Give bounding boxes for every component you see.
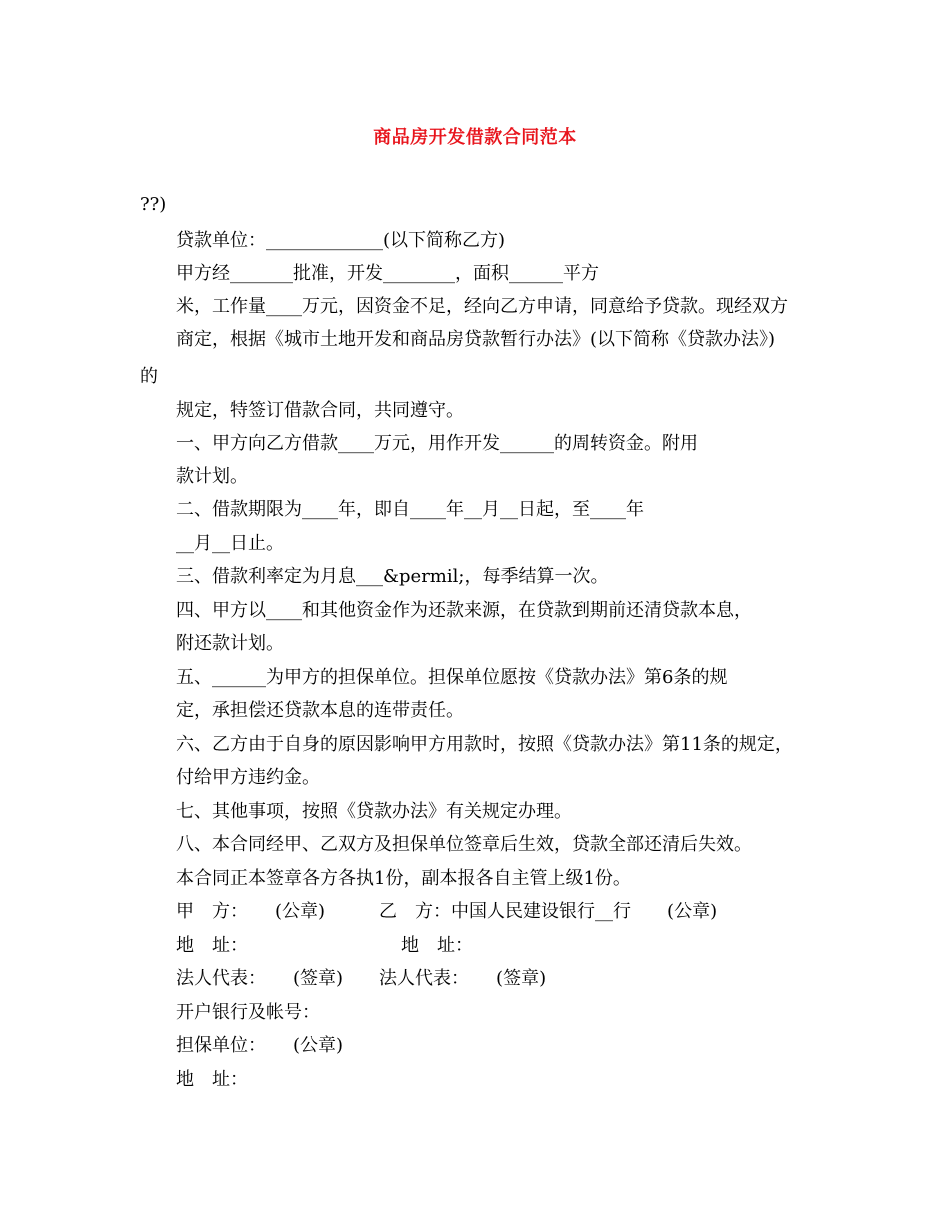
text-line: 二、借款期限为____年，即自____年__月__日起，至____年 <box>176 499 644 520</box>
text-line: 四、甲方以____和其他资金作为还款来源，在贷款到期前还清贷款本息， <box>176 600 752 621</box>
text-line: 甲方经_______批准，开发________，面积______平方 <box>176 263 599 284</box>
text-line: 担保单位： (公章) <box>176 1035 344 1056</box>
text-line: 附还款计划。 <box>176 633 284 654</box>
text-line: 款计划。 <box>176 466 248 487</box>
text-line: 米，工作量____万元，因资金不足，经向乙方申请，同意给予贷款。现经双方 <box>176 296 788 317</box>
text-line: 地 址： <box>176 1069 248 1090</box>
text-line: 一、甲方向乙方借款____万元，用作开发______的周转资金。附用 <box>176 433 698 454</box>
text-line: 付给甲方违约金。 <box>176 767 320 788</box>
text-line: 七、其他事项，按照《贷款办法》有关规定办理。 <box>176 801 572 822</box>
text-line: __月__日止。 <box>176 533 284 554</box>
text-line: 地 址： 地 址： <box>176 935 473 956</box>
text-line: 定，承担偿还贷款本息的连带责任。 <box>176 700 464 721</box>
text-line: 八、本合同经甲、乙双方及担保单位签章后生效，贷款全部还清后失效。 <box>176 834 752 855</box>
text-line: 规定，特签订借款合同，共同遵守。 <box>176 400 464 421</box>
text-line: 本合同正本签章各方各执1份，副本报各自主管上级1份。 <box>176 868 631 889</box>
text-line: 五、______为甲方的担保单位。担保单位愿按《贷款办法》第6条的规 <box>176 667 728 688</box>
text-line: ??) <box>140 194 167 215</box>
document-title: 商品房开发借款合同范本 <box>373 127 577 148</box>
text-line: 贷款单位：_____________(以下简称乙方) <box>176 230 506 251</box>
text-line: 法人代表： (签章) 法人代表： (签章) <box>176 968 547 989</box>
text-line: 三、借款利率定为月息___&permil;，每季结算一次。 <box>176 566 609 587</box>
text-line: 六、乙方由于自身的原因影响甲方用款时，按照《贷款办法》第11条的规定， <box>176 734 793 755</box>
text-line: 甲 方： (公章) 乙 方：中国人民建设银行__行 (公章) <box>176 901 718 922</box>
text-line: 商定，根据《城市土地开发和商品房贷款暂行办法》(以下简称《贷款办法》) <box>176 329 776 350</box>
text-line: 的 <box>140 366 158 387</box>
text-line: 开户银行及帐号： <box>176 1002 320 1023</box>
